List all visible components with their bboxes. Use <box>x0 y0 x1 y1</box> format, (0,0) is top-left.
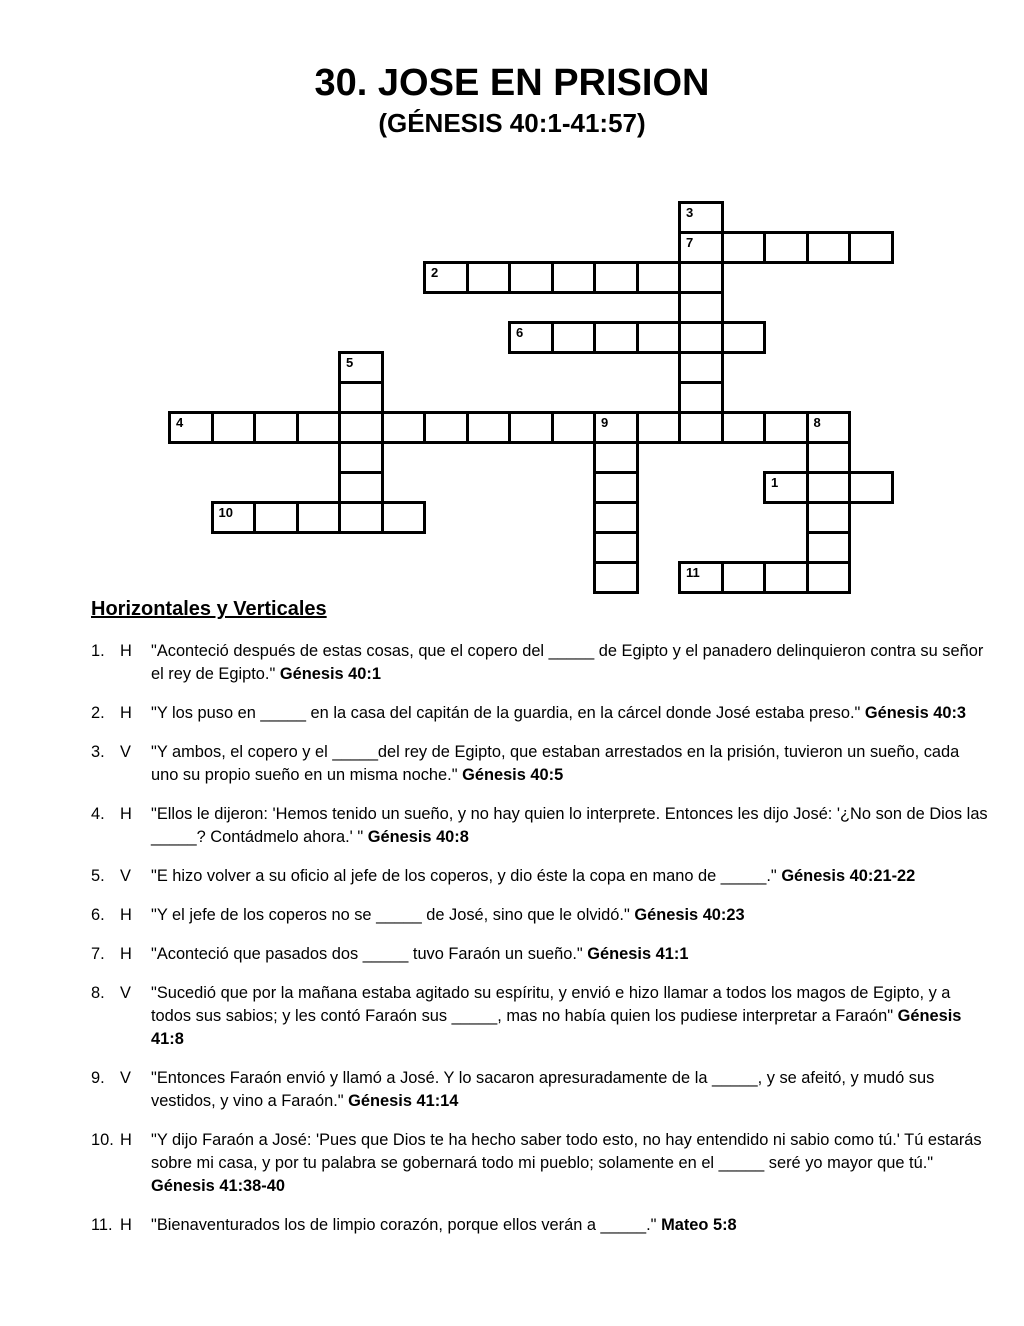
crossword-clue-number: 3 <box>686 205 694 220</box>
crossword-cell[interactable] <box>593 501 639 534</box>
clue-text: "Sucedió que por la mañana estaba agitado su espíritu, y envió e hizo llamar a todos los magos de Egipto, y a todos sus sabios; y les contó Faraón sus _____, mas no había quien los pudiese interpretar a Faraón" <box>151 984 951 1025</box>
crossword-clue-number: 11 <box>686 565 700 580</box>
clue-item <box>91 943 991 966</box>
crossword-cell[interactable] <box>763 471 809 504</box>
crossword-cell[interactable] <box>848 231 894 264</box>
crossword-cell[interactable] <box>551 261 597 294</box>
crossword-cell[interactable] <box>168 411 214 444</box>
clue-text: "Ellos le dijeron: 'Hemos tenido un sueño, y no hay quien lo interprete. Entonces les dijo José: '¿No son de Dios las _____? Contádmelo ahora.' " <box>151 805 988 846</box>
page-title: 30. JOSE EN PRISION <box>314 62 710 104</box>
crossword-cell[interactable] <box>508 261 554 294</box>
crossword-cell[interactable] <box>636 411 682 444</box>
clue-number: 9. <box>91 1069 105 1087</box>
clue-number: 4. <box>91 805 105 823</box>
crossword-cell[interactable] <box>636 321 682 354</box>
clue-reference: Génesis 41:1 <box>587 945 689 963</box>
crossword-cell[interactable] <box>678 231 724 264</box>
clue-text: "Y el jefe de los coperos no se _____ de José, sino que le olvidó." <box>151 906 630 924</box>
crossword-cell[interactable] <box>806 231 852 264</box>
crossword-cell[interactable] <box>211 411 257 444</box>
crossword-cell[interactable] <box>551 321 597 354</box>
clue-item <box>91 1067 991 1113</box>
page-subtitle: (GÉNESIS 40:1-41:57) <box>378 108 646 138</box>
clue-item <box>91 640 991 686</box>
clue-direction: H <box>120 1216 132 1234</box>
crossword-cell[interactable] <box>466 261 512 294</box>
crossword-clue-number: 4 <box>176 415 184 430</box>
crossword-cell[interactable] <box>423 411 469 444</box>
crossword-cell[interactable] <box>466 411 512 444</box>
clue-direction: V <box>120 984 131 1002</box>
clue-item <box>91 1129 991 1198</box>
crossword-cell[interactable] <box>848 471 894 504</box>
clue-direction: H <box>120 704 132 722</box>
clue-text: "Bienaventurados los de limpio corazón, porque ellos verán a _____." <box>151 1216 657 1234</box>
crossword-cell[interactable] <box>806 501 852 534</box>
clue-number: 5. <box>91 867 105 885</box>
clue-number: 1. <box>91 642 105 660</box>
crossword-cell[interactable] <box>593 411 639 444</box>
crossword-cell[interactable] <box>721 411 767 444</box>
crossword-cell[interactable] <box>806 471 852 504</box>
clue-item <box>91 1214 991 1237</box>
crossword-cell[interactable] <box>678 201 724 234</box>
clue-text: "Y ambos, el copero y el _____del rey de Egipto, que estaban arrestados en la prisión, tuvieron un sueño, cada uno su propio sueño en un misma noche." <box>151 743 960 784</box>
crossword-cell[interactable] <box>423 261 469 294</box>
crossword-clue-number: 5 <box>346 355 354 370</box>
crossword-cell[interactable] <box>338 351 384 384</box>
clue-number: 6. <box>91 906 105 924</box>
clue-number: 7. <box>91 945 105 963</box>
crossword-cell[interactable] <box>296 411 342 444</box>
crossword-cell[interactable] <box>806 561 852 594</box>
crossword-cell[interactable] <box>678 321 724 354</box>
clue-reference: Génesis 40:21-22 <box>781 867 916 885</box>
crossword-cell[interactable] <box>253 411 299 444</box>
crossword-cell[interactable] <box>721 231 767 264</box>
crossword-cell[interactable] <box>678 291 724 324</box>
crossword-cell[interactable] <box>678 561 724 594</box>
clues-heading: Horizontales y Verticales <box>91 598 327 620</box>
clue-reference: Génesis 40:23 <box>634 906 745 924</box>
clue-item <box>91 865 991 888</box>
clue-reference: Génesis 41:8 <box>151 1007 962 1048</box>
crossword-clue-number: 9 <box>601 415 609 430</box>
clue-direction: H <box>120 805 132 823</box>
crossword-cell[interactable] <box>806 441 852 474</box>
crossword-cell[interactable] <box>211 501 257 534</box>
clue-direction: H <box>120 642 132 660</box>
crossword-cell[interactable] <box>678 381 724 414</box>
crossword-cell[interactable] <box>593 261 639 294</box>
clue-reference: Génesis 40:8 <box>367 828 469 846</box>
crossword-cell[interactable] <box>721 561 767 594</box>
clue-text: "Aconteció que pasados dos _____ tuvo Faraón un sueño." <box>151 945 583 963</box>
clue-direction: V <box>120 1069 131 1087</box>
crossword-clue-number: 1 <box>771 475 779 490</box>
crossword-cell[interactable] <box>678 411 724 444</box>
crossword-cell[interactable] <box>508 411 554 444</box>
clue-number: 11. <box>91 1216 113 1234</box>
clue-direction: H <box>120 906 132 924</box>
crossword-clue-number: 2 <box>431 265 439 280</box>
clue-reference: Mateo 5:8 <box>661 1216 737 1234</box>
clue-text: "E hizo volver a su oficio al jefe de los coperos, y dio éste la copa en mano de _____." <box>151 867 777 885</box>
clue-reference: Génesis 41:38-40 <box>151 1177 285 1195</box>
crossword-cell[interactable] <box>296 501 342 534</box>
clue-direction: H <box>120 945 132 963</box>
clue-number: 3. <box>91 743 105 761</box>
crossword-clue-number: 10 <box>218 505 233 520</box>
clue-text: "Y dijo Faraón a José: 'Pues que Dios te ha hecho saber todo esto, no hay entendido ni sabio como tú.' Tú estarás sobre mi casa, y por tu palabra se gobernará todo mi pueblo; solamente en el _____ seré yo mayor que tú." <box>151 1131 982 1172</box>
clue-number: 8. <box>91 984 105 1002</box>
crossword-clue-number: 7 <box>686 235 694 250</box>
crossword-cell[interactable] <box>593 441 639 474</box>
crossword-cell[interactable] <box>593 531 639 564</box>
clue-direction: H <box>120 1131 132 1149</box>
crossword-cell[interactable] <box>678 261 724 294</box>
clues-list <box>91 640 991 1253</box>
crossword-cell[interactable] <box>593 561 639 594</box>
crossword-cell[interactable] <box>763 231 809 264</box>
clue-text: "Y los puso en _____ en la casa del capitán de la guardia, en la cárcel donde José estaba preso." <box>151 704 861 722</box>
crossword-clue-number: 8 <box>813 415 821 430</box>
crossword-cell[interactable] <box>338 471 384 504</box>
clue-text: "Entonces Faraón envió y llamó a José. Y lo sacaron apresuradamente de la _____, y se afeitó, y mudó sus vestidos, y vino a Faraón." <box>151 1069 935 1110</box>
crossword-cell[interactable] <box>338 501 384 534</box>
crossword-cell[interactable] <box>678 351 724 384</box>
crossword-cell[interactable] <box>593 471 639 504</box>
clue-reference: Génesis 41:14 <box>348 1092 459 1110</box>
clue-reference: Génesis 40:1 <box>279 665 381 683</box>
crossword-cell[interactable] <box>806 531 852 564</box>
crossword-cell[interactable] <box>593 321 639 354</box>
clue-item <box>91 904 991 927</box>
clue-item <box>91 982 991 1051</box>
crossword-cell[interactable] <box>636 261 682 294</box>
crossword-grid <box>0 0 1024 600</box>
clue-text: "Aconteció después de estas cosas, que el copero del _____ de Egipto y el panadero delinquieron contra su señor el rey de Egipto." <box>151 642 984 683</box>
clue-item <box>91 803 991 849</box>
crossword-cell[interactable] <box>508 321 554 354</box>
crossword-cell[interactable] <box>551 411 597 444</box>
crossword-cell[interactable] <box>763 561 809 594</box>
clue-number: 10. <box>91 1131 114 1149</box>
clue-number: 2. <box>91 704 105 722</box>
crossword-cell[interactable] <box>253 501 299 534</box>
crossword-cell[interactable] <box>338 381 384 414</box>
crossword-cell[interactable] <box>338 411 384 444</box>
crossword-cell[interactable] <box>381 501 427 534</box>
crossword-cell[interactable] <box>763 411 809 444</box>
crossword-cell[interactable] <box>338 441 384 474</box>
clue-reference: Génesis 40:3 <box>864 704 967 722</box>
crossword-cell[interactable] <box>381 411 427 444</box>
crossword-cell[interactable] <box>806 411 852 444</box>
clue-direction: V <box>120 867 131 885</box>
clue-direction: V <box>120 743 131 761</box>
crossword-clue-number: 6 <box>516 325 524 340</box>
clue-item <box>91 741 991 787</box>
clue-reference: Génesis 40:5 <box>462 766 564 784</box>
crossword-cell[interactable] <box>721 321 767 354</box>
clue-item <box>91 702 991 725</box>
